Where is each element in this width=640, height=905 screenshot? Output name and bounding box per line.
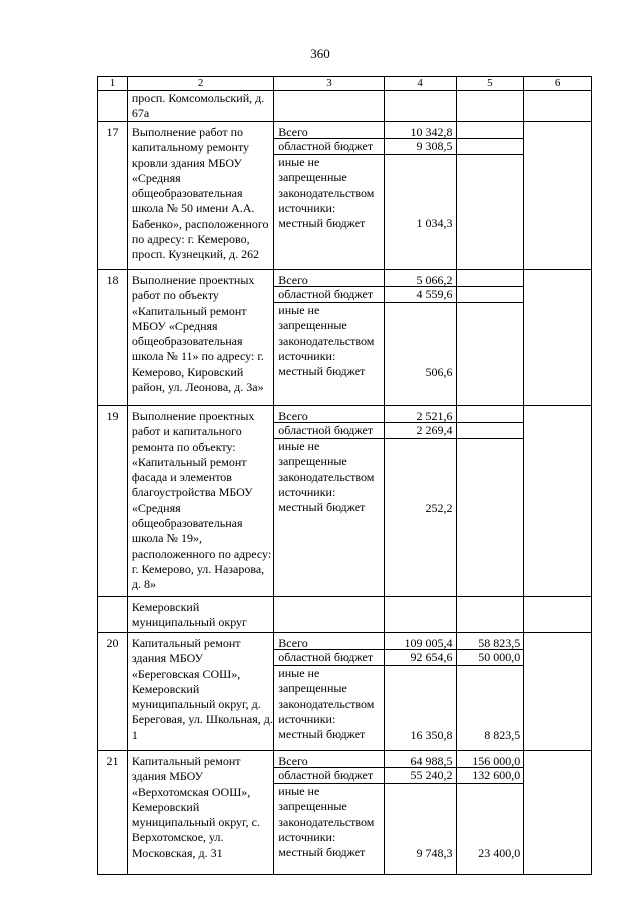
- label-total: Всего: [274, 122, 384, 139]
- table-row: [97, 270, 592, 406]
- label-regional: областной бюджет: [274, 287, 384, 303]
- column-number: 2: [127, 77, 273, 90]
- section-row: [97, 597, 592, 633]
- label-total: Всего: [274, 751, 384, 768]
- column-number: 3: [273, 77, 384, 90]
- value-local: [457, 303, 524, 403]
- value-total: 64 988,5: [385, 751, 456, 768]
- value-regional: 4 559,6: [385, 287, 456, 303]
- label-other: иные не запрещенные законодательством источники:: [278, 666, 375, 726]
- table-row: [97, 406, 592, 597]
- label-local: местный бюджет: [278, 216, 366, 231]
- value-total: [457, 406, 524, 423]
- object-name: Выполнение проектных работ и капитального ремонта по объекту: «Капитальный ремонт фасада и элементов благоустройства МБОУ «Средняя общеобразовательная школа № 19», расположенного по адресу: г. Кемерово, ул. Назарова, д. 8»: [127, 406, 273, 596]
- value-regional: [457, 139, 524, 155]
- value-total: 58 823,5: [457, 633, 524, 650]
- label-local: местный бюджет: [278, 727, 366, 742]
- value-local: 1 034,3: [416, 216, 453, 230]
- value-total: [457, 270, 524, 287]
- section-title: Кемеровский муниципальный округ: [127, 597, 273, 632]
- label-local: местный бюджет: [278, 500, 366, 515]
- value-total: [457, 122, 524, 139]
- value-regional: 50 000,0: [457, 650, 524, 666]
- value-local: 23 400,0: [478, 846, 521, 860]
- object-name: Капитальный ремонт здания МБОУ «Верхотомская ООШ», Кемеровский муниципальный округ, с. Верхотомское, ул. Московская, д. 31: [127, 751, 273, 874]
- label-other: иные не запрещенные законодательством источники:: [278, 303, 375, 363]
- table-row: [97, 91, 592, 122]
- object-name: Капитальный ремонт здания МБОУ «Береговская СОШ», Кемеровский муниципальный округ, д. Береговая, ул. Школьная, д. 1: [127, 633, 273, 750]
- page-number: 360: [310, 46, 330, 61]
- table-row: [97, 751, 592, 875]
- label-other: иные не запрещенные законодательством источники:: [278, 784, 375, 844]
- label-regional: областной бюджет: [274, 139, 384, 155]
- object-name: просп. Комсомольский, д. 67а: [127, 91, 273, 121]
- object-name: Выполнение работ по капитальному ремонту кровли здания МБОУ «Средняя общеобразовательная школа № 50 имени А.А. Бабенко», расположенного по адресу: г. Кемерово, просп. Кузнецкий, д. 262: [127, 122, 273, 269]
- value-regional: 92 654,6: [385, 650, 456, 666]
- object-name: Выполнение проектных работ по объекту «Капитальный ремонт МБОУ «Средняя общеобразовательная школа № 11» по адресу: г. Кемерово, Кировский район, ул. Леонова, д. 3а»: [127, 270, 273, 405]
- label-other: иные не запрещенные законодательством источники:: [278, 439, 375, 499]
- value-local: 16 350,8: [410, 728, 453, 742]
- table-row: [97, 122, 592, 270]
- value-regional: 2 269,4: [385, 423, 456, 439]
- value-local: 506,6: [425, 365, 453, 379]
- value-local: [457, 439, 524, 594]
- row-number: 20: [106, 636, 119, 650]
- label-other: иные не запрещенные законодательством источники:: [278, 155, 375, 215]
- column-number: 4: [384, 77, 456, 90]
- row-number: 18: [106, 273, 119, 287]
- label-total: Всего: [274, 633, 384, 650]
- column-number: 6: [523, 77, 591, 90]
- label-local: местный бюджет: [278, 364, 366, 379]
- label-total: Всего: [274, 270, 384, 287]
- column-number: 5: [456, 77, 524, 90]
- value-total: 109 005,4: [385, 633, 456, 650]
- column-number: 1: [109, 77, 116, 89]
- column-number-row: [97, 76, 592, 91]
- value-total: 156 000,0: [457, 751, 524, 768]
- value-regional: [457, 287, 524, 303]
- value-regional: 55 240,2: [385, 768, 456, 784]
- label-regional: областной бюджет: [274, 423, 384, 439]
- label-regional: областной бюджет: [274, 768, 384, 784]
- value-total: 5 066,2: [385, 270, 456, 287]
- value-regional: [457, 423, 524, 439]
- value-total: 10 342,8: [385, 122, 456, 139]
- value-local: 252,2: [425, 501, 453, 515]
- label-total: Всего: [274, 406, 384, 423]
- row-number: 19: [106, 409, 119, 423]
- value-regional: 132 600,0: [457, 768, 524, 784]
- value-local: 8 823,5: [484, 728, 521, 742]
- table-row: [97, 633, 592, 751]
- label-regional: областной бюджет: [274, 650, 384, 666]
- budget-table: [97, 76, 592, 875]
- label-local: местный бюджет: [278, 845, 366, 860]
- value-local: 9 748,3: [416, 846, 453, 860]
- value-local: [457, 155, 524, 267]
- row-number: 17: [106, 125, 119, 139]
- value-regional: 9 308,5: [385, 139, 456, 155]
- value-total: 2 521,6: [385, 406, 456, 423]
- row-number: 21: [106, 754, 119, 768]
